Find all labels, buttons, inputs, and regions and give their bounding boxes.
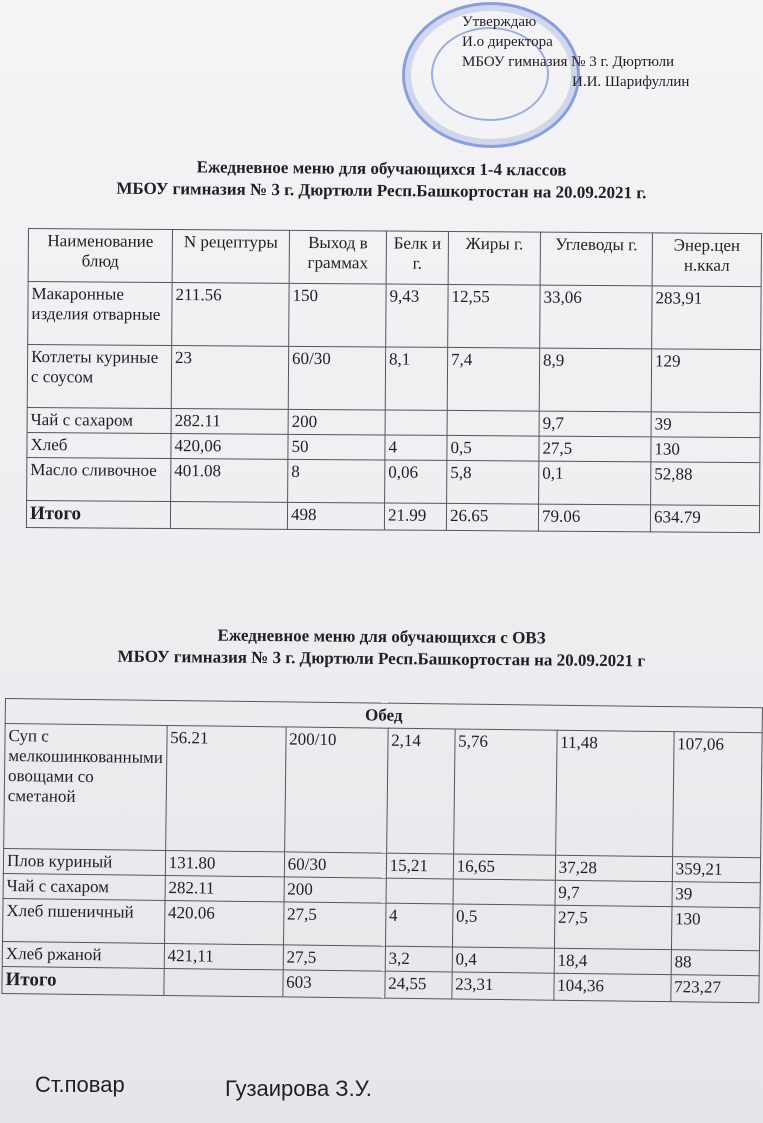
value-cell: 60/30 — [284, 852, 386, 878]
dish-name-cell: Хлеб — [27, 432, 171, 458]
header-cell: Энер.цен н.ккал — [652, 233, 761, 287]
value-cell: 4 — [385, 435, 447, 460]
value-cell: 2,14 — [386, 728, 455, 854]
value-cell: 39 — [651, 412, 760, 438]
value-cell: 12,55 — [448, 284, 540, 348]
total-label: Итого — [26, 500, 170, 528]
total-row — [26, 500, 759, 532]
value-cell: 130 — [671, 907, 760, 951]
value-cell: 27,5 — [539, 436, 651, 462]
value-cell: 11,48 — [555, 730, 674, 856]
value-cell: 60/30 — [288, 346, 385, 410]
value-cell: 56.21 — [165, 725, 286, 851]
value-cell: 15,21 — [386, 853, 453, 879]
value-cell: 8 — [288, 459, 385, 503]
value-cell: 200/10 — [284, 727, 388, 853]
dish-name-cell: Макаронные изделия отварные — [28, 282, 172, 346]
footer-role: Ст.повар — [35, 1072, 125, 1097]
value-cell: 9,43 — [386, 284, 448, 347]
value-cell: 8,9 — [539, 348, 651, 412]
dish-name-cell: Чай с сахаром — [3, 873, 165, 900]
dish-name-cell: Хлеб пшеничный — [3, 898, 165, 943]
total-value-cell: 634.79 — [650, 505, 759, 533]
value-cell — [385, 410, 447, 435]
value-cell: 0,1 — [539, 461, 651, 505]
approval-line-1: Утверждаю — [462, 14, 537, 30]
dish-name-cell: Чай с сахаром — [27, 407, 171, 433]
menu2-table — [1, 698, 763, 1003]
table-row — [27, 457, 760, 505]
value-cell: 130 — [651, 437, 760, 463]
value-cell: 39 — [672, 882, 761, 908]
value-cell: 131.80 — [165, 850, 284, 876]
total-value-cell: 23,31 — [452, 972, 554, 1000]
approval-block — [462, 12, 689, 92]
value-cell: 150 — [289, 283, 386, 347]
header-cell: N рецептуры — [172, 230, 289, 284]
header-cell: Выход в граммах — [289, 230, 386, 284]
value-cell: 359,21 — [672, 857, 761, 883]
value-cell: 3,2 — [385, 946, 452, 972]
header-cell: Наименование блюд — [28, 229, 172, 283]
total-value-cell: 104,36 — [554, 973, 671, 1001]
menu2-title-line1: Ежедневное меню для обучающихся с ОВЗ — [217, 625, 546, 648]
value-cell: 37,28 — [555, 855, 672, 881]
dish-name-cell: Хлеб ржаной — [2, 941, 164, 968]
value-cell: 211.56 — [172, 283, 289, 347]
value-cell — [386, 878, 453, 904]
approval-line-2: И.о директора — [462, 34, 553, 50]
value-cell: 9,7 — [539, 411, 651, 437]
value-cell: 129 — [651, 349, 760, 413]
value-cell: 23 — [171, 346, 288, 410]
dish-name-cell: Суп с мелкошинкованными овощами со сметаной — [4, 724, 167, 851]
value-cell: 283,91 — [652, 286, 761, 350]
total-value-cell: 26.65 — [446, 503, 538, 531]
value-cell: 421,11 — [164, 943, 283, 969]
total-value-cell: 79.06 — [538, 504, 650, 532]
value-cell: 8,1 — [385, 347, 447, 410]
value-cell: 0,5 — [452, 904, 555, 948]
header-cell: Жиры г. — [448, 231, 540, 285]
section-title: Обед — [5, 699, 762, 733]
value-cell: 420,06 — [171, 434, 288, 460]
menu1-table — [26, 228, 762, 533]
value-cell: 5,8 — [447, 460, 539, 504]
value-cell — [447, 410, 539, 436]
value-cell: 107,06 — [672, 732, 762, 858]
value-cell: 0,4 — [452, 947, 554, 973]
menu2-title-line2: МБОУ гимназия № 3 г. Дюртюли Респ.Башкортостан на 20.09.2021 г — [117, 646, 646, 671]
value-cell: 420.06 — [164, 900, 284, 944]
menu1-header-row — [28, 229, 761, 287]
value-cell: 52,88 — [651, 462, 760, 506]
value-cell: 401.08 — [171, 459, 288, 503]
dish-name-cell: Плов куриный — [3, 848, 165, 875]
table-row — [4, 724, 762, 858]
approval-line-4: И.И. Шарифуллин — [572, 74, 690, 90]
value-cell: 33,06 — [540, 285, 652, 349]
footer-name: Гузаирова З.У. — [225, 1076, 372, 1101]
value-cell: 7,4 — [447, 347, 539, 411]
table-row — [28, 282, 761, 350]
menu2-title — [0, 623, 763, 674]
total-value-cell: 723,27 — [671, 975, 760, 1003]
value-cell: 88 — [671, 950, 760, 976]
header-cell: Белк и г. — [386, 231, 448, 284]
menu1-title-line1: Ежедневное меню для обучающихся 1-4 классов — [196, 157, 567, 180]
total-value-cell: 603 — [283, 970, 385, 998]
value-cell: 18,4 — [554, 948, 671, 974]
dish-name-cell: Котлеты куриные с соусом — [27, 345, 171, 409]
total-value-cell — [164, 968, 283, 996]
value-cell: 16,65 — [453, 854, 555, 880]
total-value-cell — [170, 502, 287, 530]
value-cell: 200 — [288, 409, 385, 435]
value-cell: 0,06 — [385, 460, 447, 503]
table-row — [27, 345, 760, 413]
menu1-title-line2: МБОУ гимназия № 3 г. Дюртюли Респ.Башкортостан на 20.09.2021 г. — [116, 178, 647, 203]
dish-name-cell: Масло сливочное — [27, 457, 171, 501]
value-cell: 282.11 — [171, 409, 288, 435]
value-cell: 27,5 — [283, 945, 385, 971]
approval-line-3: МБОУ гимназия № 3 г. Дюртюли — [462, 54, 675, 70]
total-value-cell: 24,55 — [385, 971, 452, 999]
header-cell: Углеводы г. — [540, 232, 652, 286]
value-cell: 27,5 — [554, 905, 672, 949]
total-value-cell: 498 — [287, 502, 384, 530]
value-cell: 4 — [385, 903, 453, 947]
total-value-cell: 21.99 — [384, 503, 446, 530]
value-cell: 5,76 — [453, 729, 557, 855]
value-cell: 50 — [288, 434, 385, 460]
value-cell: 27,5 — [283, 902, 386, 946]
value-cell — [453, 879, 555, 905]
value-cell: 200 — [284, 877, 386, 903]
value-cell: 9,7 — [555, 880, 672, 906]
value-cell: 282.11 — [165, 875, 284, 901]
value-cell: 0,5 — [447, 435, 539, 461]
total-label: Итого — [2, 966, 164, 995]
menu1-title — [0, 155, 763, 206]
